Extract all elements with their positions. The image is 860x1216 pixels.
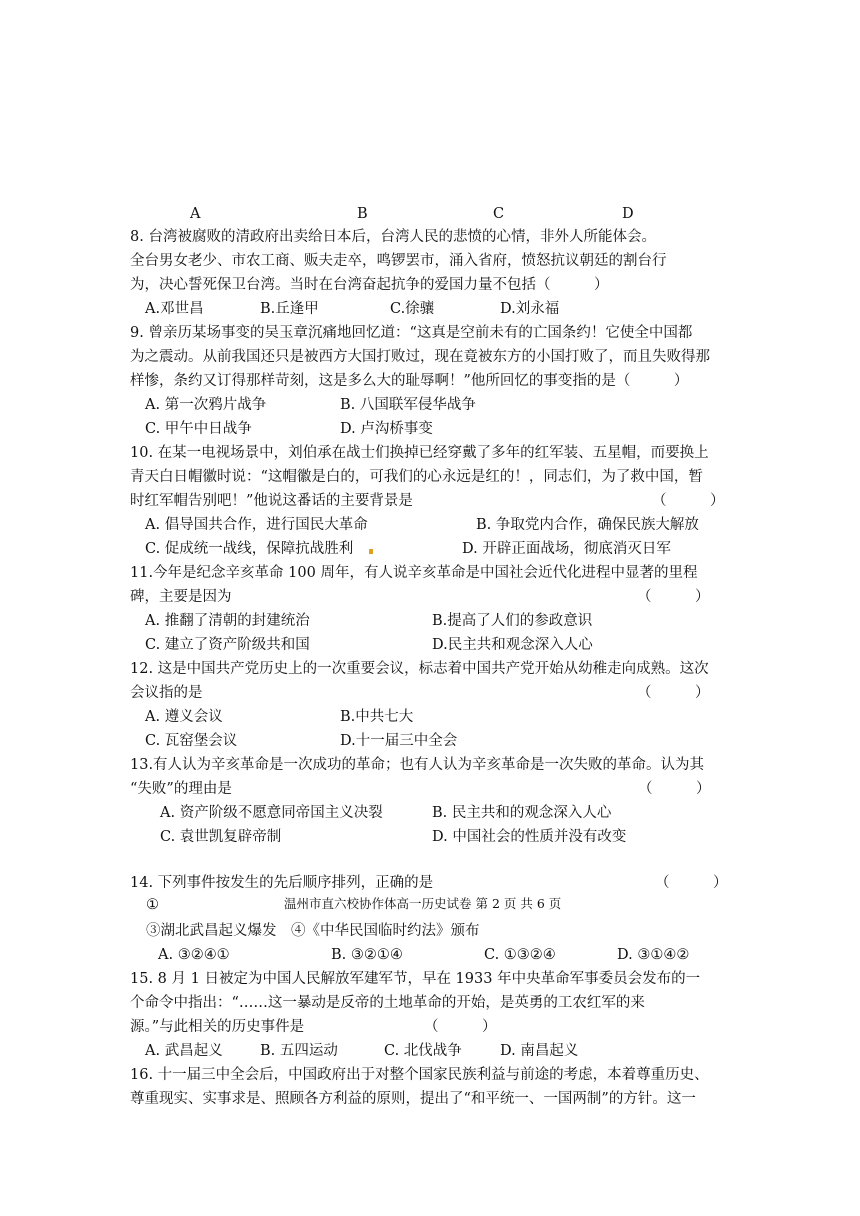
q9-option-d[interactable]: D. 卢沟桥事变 (340, 421, 433, 437)
q12-option-c[interactable]: C. 瓦窑堡会议 (145, 733, 238, 749)
q8-stem-line-2: 全台男女老少、市农工商、贩夫走卒，鸣锣罢市，涌入省府，愤怒抗议朝廷的割台行 (130, 253, 667, 269)
q15-option-a[interactable]: A. 武昌起义 (145, 1043, 223, 1059)
q13-stem-line-2: “失败”的理由是 (130, 781, 232, 797)
q10-answer-blank[interactable]: （ ） (652, 493, 725, 509)
q15-stem-line-3: 源。”与此相关的历史事件是 (130, 1019, 305, 1035)
q14-answer-blank[interactable]: （ ） (655, 875, 728, 891)
q9-stem-line-1: 9. 曾亲历某场事变的吴玉章沉痛地回忆道：“这真是空前未有的亡国条约！它使全中国都 (130, 325, 693, 341)
q9-option-c[interactable]: C. 甲午中日战争 (145, 421, 252, 437)
q10-stem-line-3: 时红军帽告别吧！”他说这番话的主要背景是 (130, 493, 413, 509)
q12-option-d[interactable]: D.十一届三中全会 (340, 733, 458, 749)
q13-option-b[interactable]: B. 民主共和的观念深入人心 (432, 805, 612, 821)
q8-option-d[interactable]: D.刘永福 (500, 301, 560, 317)
q15-option-c[interactable]: C. 北伐战争 (384, 1043, 462, 1059)
q9-stem-line-3: 样惨，条约又订得那样苛刻，这是多么大的耻辱啊！”他所回忆的事变指的是（ ） (130, 373, 689, 389)
q13-option-d[interactable]: D. 中国社会的性质并没有改变 (432, 829, 627, 845)
q14-items-3-4: ③湖北武昌起义爆发 ④《中华民国临时约法》颁布 (146, 923, 480, 939)
q11-option-b[interactable]: B.提高了人们的参政意识 (432, 613, 593, 629)
image-option-d: D (622, 206, 634, 222)
q15-option-d[interactable]: D. 南昌起义 (500, 1043, 579, 1059)
q10-stem-line-1: 10. 在某一电视场景中，刘伯承在战士们换掉已经穿戴了多年的红军装、五星帽，而要换上 (130, 445, 709, 461)
q11-option-a[interactable]: A. 推翻了清朝的封建统治 (145, 613, 310, 629)
q8-stem-line-3: 为，决心誓死保卫台湾。当时在台湾奋起抗争的爱国力量不包括（ ） (130, 277, 609, 293)
q14-option-b[interactable]: B. ③②①④ (331, 947, 403, 963)
q8-option-b[interactable]: B.丘逢甲 (260, 301, 319, 317)
q9-option-a[interactable]: A. 第一次鸦片战争 (145, 397, 267, 413)
q12-answer-blank[interactable]: （ ） (637, 685, 710, 701)
q14-item-1: ① (146, 897, 159, 913)
q12-option-b[interactable]: B.中共七大 (340, 709, 414, 725)
q13-stem-line-1: 13.有人认为辛亥革命是一次成功的革命；也有人认为辛亥革命是一次失败的革命。认为其 (130, 757, 705, 773)
q10-stem-line-2: 青天白日帽徽时说：“这帽徽是白的，可我们的心永远是红的！，同志们，为了救中国，暂 (130, 469, 703, 485)
q16-stem-line-1: 16. 十一届三中全会后，中国政府出于对整个国家民族利益与前途的考虑，本着尊重历史、 (130, 1067, 709, 1083)
q13-option-c[interactable]: C. 袁世凯复辟帝制 (160, 829, 282, 845)
q14-option-a[interactable]: A. ③②④① (158, 947, 230, 963)
q14-stem-line-1: 14. 下列事件按发生的先后顺序排列，正确的是 (130, 875, 434, 891)
q11-option-c[interactable]: C. 建立了资产阶级共和国 (145, 637, 310, 653)
q11-option-d[interactable]: D.民主共和观念深入人心 (432, 637, 593, 653)
q10-option-b[interactable]: B. 争取党内合作，确保民族大解放 (476, 517, 699, 533)
q11-stem-line-1: 11.今年是纪念辛亥革命 100 周年，有人说辛亥革命是中国社会近代化进程中显著的里程 (130, 565, 698, 581)
q8-option-a[interactable]: A.邓世昌 (145, 301, 204, 317)
q10-option-d[interactable]: D. 开辟正面战场，彻底消灭日军 (462, 541, 671, 557)
image-option-c: C (493, 206, 505, 222)
q15-stem-line-1: 15. 8 月 1 日被定为中国人民解放军建军节，早在 1933 年中央革命军事委员会发布的一 (130, 971, 701, 987)
q12-stem-line-2: 会议指的是 (130, 685, 203, 701)
q15-stem-line-2: 个命令中指出：“……这一暴动是反帝的土地革命的开始，是英勇的工农红军的来 (130, 995, 645, 1011)
q10-option-c[interactable]: C. 促成统一战线，保障抗战胜利 (145, 541, 354, 557)
q15-option-b[interactable]: B. 五四运动 (260, 1043, 338, 1059)
cursor-marker (369, 549, 373, 554)
q11-answer-blank[interactable]: （ ） (637, 589, 710, 605)
q11-stem-line-2: 碑，主要是因为 (130, 589, 232, 605)
q13-option-a[interactable]: A. 资产阶级不愿意同帝国主义决裂 (160, 805, 383, 821)
q12-option-a[interactable]: A. 遵义会议 (145, 709, 223, 725)
image-option-b: B (357, 206, 368, 222)
q8-stem-line-1: 8. 台湾被腐败的清政府出卖给日本后，台湾人民的悲愤的心情，非外人所能体会。 (130, 229, 656, 245)
q14-option-d[interactable]: D. ③①④② (617, 947, 690, 963)
image-option-a: A (190, 206, 201, 222)
page-footer: 温州市直六校协作体高一历史试卷 第 2 页 共 6 页 (284, 896, 562, 911)
q14-option-c[interactable]: C. ①③②④ (484, 947, 556, 963)
q12-stem-line-1: 12. 这是中国共产党历史上的一次重要会议，标志着中国共产党开始从幼稚走向成熟。这次 (130, 661, 709, 677)
q9-stem-line-2: 为之震动。从前我国还只是被西方大国打败过，现在竟被东方的小国打败了，而且失败得那 (130, 349, 710, 365)
q15-answer-blank[interactable]: （ ） (424, 1019, 497, 1035)
q16-stem-line-2: 尊重现实、实事求是、照顾各方利益的原则，提出了“和平统一、一国两制”的方针。这一 (130, 1091, 696, 1107)
q10-option-a[interactable]: A. 倡导国共合作，进行国民大革命 (145, 517, 368, 533)
q8-option-c[interactable]: C.徐骧 (390, 301, 435, 317)
q13-answer-blank[interactable]: （ ） (638, 781, 711, 797)
q9-option-b[interactable]: B. 八国联军侵华战争 (340, 397, 476, 413)
